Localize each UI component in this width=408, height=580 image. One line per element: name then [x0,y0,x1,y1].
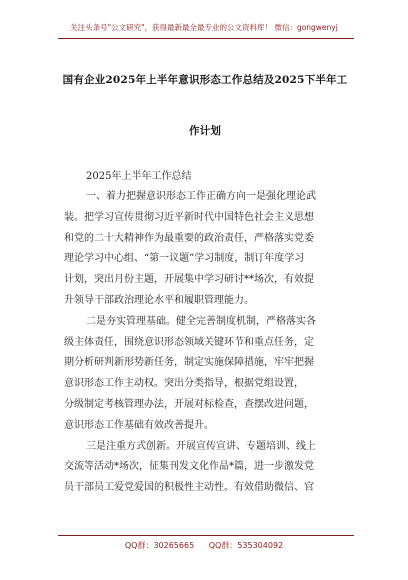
paragraph-line: 计划，突出月份主题，开展集中学习研讨**场次，有效提 [64,274,314,286]
paragraph-line: 升领导干部政治理论水平和履职管理能力。 [64,294,254,306]
paragraph-line: 期分析研判新形势新任务，制定实施保障措施，牢牢把握 [64,357,314,369]
footer-divider [58,535,354,536]
footer-contacts [0,540,408,551]
paragraph-line: 理论学习中心组、“第一议题”学习制度，制订年度学习 [64,253,305,265]
paragraph-line: 交流等活动*场次，征集刊发文化作品*篇，进一步激发党 [64,461,314,473]
paragraph-line: 三是注重方式创新。开展宣传宣讲、专题培训、线上 [86,440,316,452]
paragraph-line: 意识形态工作基础有效改善提升。 [64,419,214,431]
qq-group-1: QQ群：30265665 [124,541,195,550]
paragraph-line: 员干部员工爱党爱国的积极性主动性。有效借助微信、官 [64,482,314,494]
paragraph-line: 级主体责任，围绕意识形态领域关键环节和重点任务，定 [64,336,314,348]
paragraph-line: 分级制定考核管理办法，开展对标检查，查摆改进问题， [64,398,314,410]
paragraph-2 [64,312,350,437]
document-body [64,167,350,499]
header-divider [58,38,354,39]
qq-group-2: QQ群：535304092 [208,541,284,550]
paragraph-1 [64,187,350,312]
header-notice: 关注头条号"公文研究"，获得最新最全最专业的公文资料库！ 微信：gongwenyj [70,23,338,32]
document-title-line-1: 国有企业2025年上半年意识形态工作总结及2025下半年工 [62,74,348,86]
paragraph-line: 二是夯实管理基础。健全完善制度机制，严格落实各 [86,315,316,327]
paragraph-line: 一、着力把握意识形态工作正确方向一是强化理论武 [86,191,316,202]
paragraph-line: 装。把学习宣传贯彻习近平新时代中国特色社会主义思想 [64,211,314,223]
section-heading: 2025年上半年工作总结 [86,171,192,182]
document-title-line-2: 作计划 [188,125,222,137]
paragraph-line: 意识形态工作主动权。突出分类指导，根据党组设置， [64,378,304,390]
paragraph-3 [64,437,350,499]
paragraph-line: 和党的二十大精神作为最重要的政治责任，严格落实党委 [64,232,314,244]
